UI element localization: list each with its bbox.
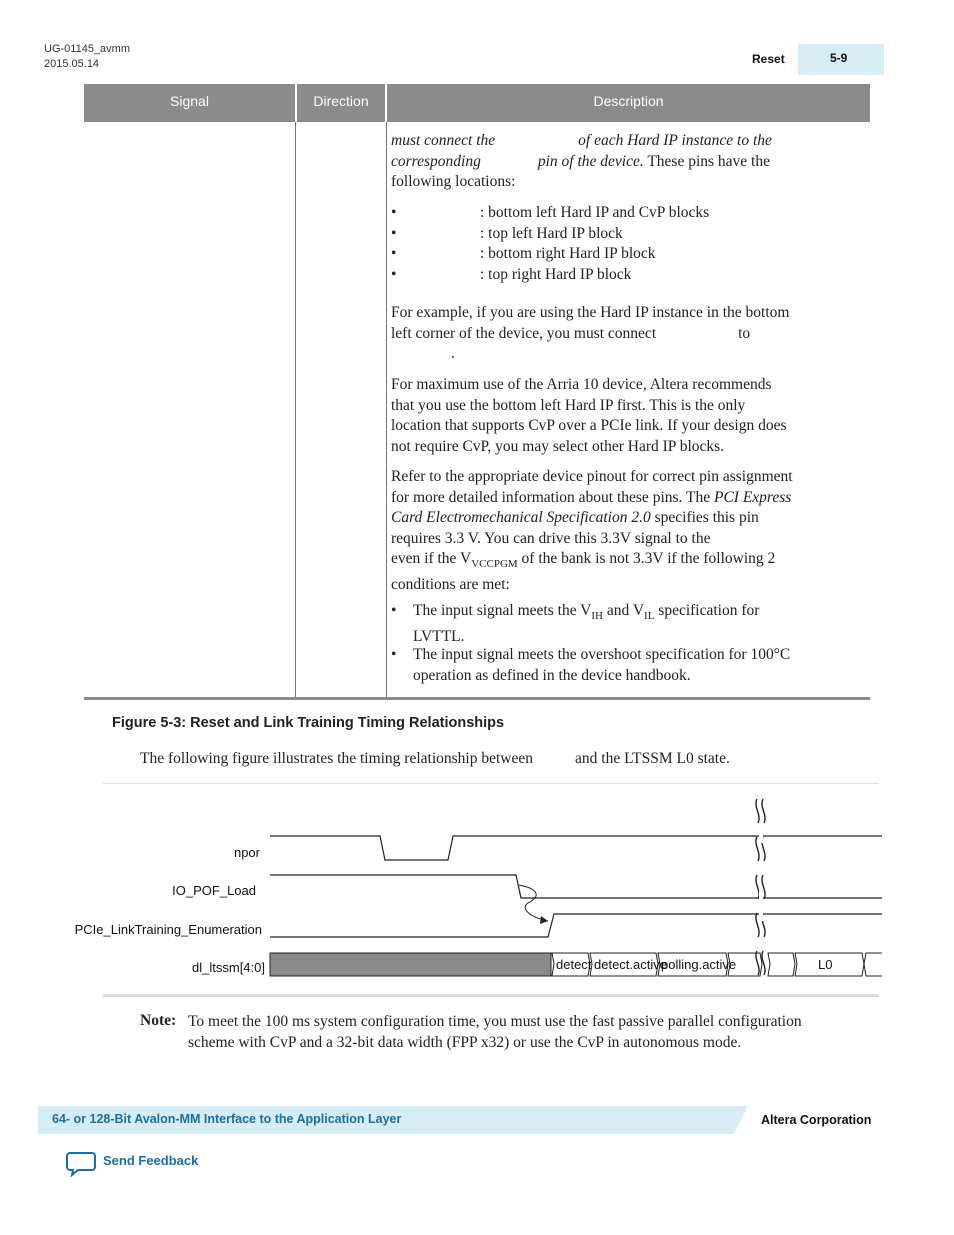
condition-bullet: • [391, 602, 397, 619]
figure-caption: Figure 5-3: Reset and Link Training Timing Relationships [112, 715, 505, 731]
causality-arrow [519, 885, 548, 921]
condition-2 [413, 645, 853, 686]
state-label-detect-active: detect.active [594, 957, 667, 972]
page-number: 5-9 [830, 51, 848, 65]
desc-text: The input signal meets the overshoot specification for 100°C [413, 646, 791, 663]
break-gap [759, 829, 763, 843]
desc-text: The input signal meets the V [413, 602, 592, 619]
col-direction: Direction [313, 93, 369, 109]
break-gap [759, 907, 763, 921]
state-label-detect: detect [556, 957, 592, 972]
table-bottom-rule [84, 697, 870, 700]
desc-para-3 [391, 375, 846, 457]
npor-waveform [270, 836, 882, 860]
state-label-l0: L0 [818, 957, 833, 972]
desc-text: LVTTL. [413, 627, 465, 645]
desc-subscript: IH [591, 610, 603, 623]
break-gap [759, 891, 763, 905]
signal-label-npor: npor [233, 845, 260, 860]
time-break-marks [756, 799, 765, 975]
col-description: Description [593, 93, 664, 109]
desc-text: to [738, 324, 751, 342]
desc-text: of the bank is not 3.3V if the following 2 [521, 550, 776, 568]
desc-text: PCI Express [713, 488, 792, 506]
intro-text: and the LTSSM L0 state. [575, 750, 730, 767]
note-label: Note: [140, 1012, 177, 1029]
col-signal: Signal [170, 93, 209, 109]
desc-text: not require CvP, you may select other Hard IP blocks. [391, 437, 725, 455]
desc-text: left corner of the device, you must connect [391, 324, 657, 342]
desc-subscript: VCCPGM [471, 558, 518, 571]
figure-bottom-rule [103, 994, 879, 997]
desc-text: specifies this pin [654, 509, 759, 527]
signal-label-io-pof-load: IO_POF_Load [172, 883, 256, 898]
condition-1 [413, 601, 853, 647]
ltssm-state-continuation [864, 953, 882, 976]
desc-text: . [451, 345, 455, 363]
desc-text: operation as defined in the device handbook. [413, 666, 691, 684]
desc-text: and V [606, 602, 645, 619]
desc-para-1 [391, 131, 846, 193]
desc-text: Card Electromechanical Specification 2.0 [391, 509, 651, 527]
linktraining-waveform [270, 914, 882, 937]
state-label-polling-active: polling.active [661, 957, 737, 972]
condition-bullet: • [391, 646, 397, 663]
desc-text: even if the V [391, 550, 472, 568]
footer-title: 64- or 128-Bit Avalon-MM Interface to the Application Layer [52, 1112, 402, 1126]
ltssm-state-unlabeled [768, 953, 795, 976]
desc-text: specification for [658, 602, 760, 619]
desc-text: corresponding [391, 152, 481, 170]
figure-intro [140, 750, 730, 768]
table-header [84, 84, 870, 122]
desc-text: For example, if you are using the Hard IP instance in the bottom [391, 304, 790, 321]
column-divider [386, 122, 387, 698]
doc-number: UG-01145_avmm [44, 43, 130, 55]
desc-text: that you use the bottom left Hard IP first. This is the only [391, 396, 746, 414]
doc-id [44, 42, 130, 72]
column-divider [295, 122, 296, 698]
desc-para-4 [391, 467, 861, 596]
timing-diagram [0, 785, 954, 993]
doc-date: 2015.05.14 [44, 58, 100, 70]
desc-text: conditions are met: [391, 576, 510, 594]
desc-text: following locations: [391, 173, 516, 191]
desc-subscript: IL [644, 610, 655, 623]
signal-label-linktraining: PCIe_LinkTraining_Enumeration [74, 922, 262, 937]
desc-text: For maximum use of the Arria 10 device, Altera recommends [391, 376, 772, 393]
desc-text: of each Hard IP instance to the [578, 132, 772, 149]
list-item: : bottom right Hard IP block [480, 245, 656, 263]
list-item: : top left Hard IP block [480, 224, 623, 242]
footer-corp: Altera Corporation [761, 1113, 872, 1127]
desc-text: location that supports CvP over a PCIe link. If your design does [391, 417, 787, 435]
desc-text: requires 3.3 V. You can drive this 3.3V signal to the [391, 529, 711, 547]
speech-bubble-icon[interactable] [66, 1151, 96, 1177]
signal-label-ltssm: dl_ltssm[4:0] [192, 960, 265, 975]
desc-text: must connect the [391, 132, 496, 149]
location-list [480, 203, 709, 285]
page-number-badge [798, 44, 884, 75]
location-bullets: • • • • [391, 204, 397, 283]
note-line: scheme with CvP and a 32-bit data width (FPP x32) or use the CvP in autonomous mode. [188, 1033, 742, 1051]
desc-text: for more detailed information about these pins. The [391, 488, 711, 506]
note-text [188, 1012, 878, 1053]
send-feedback-link[interactable]: Send Feedback [103, 1153, 199, 1168]
desc-text: Refer to the appropriate device pinout for correct pin assignment [391, 468, 793, 485]
intro-text: The following figure illustrates the timing relationship between [140, 750, 534, 767]
io-pof-load-waveform [270, 875, 882, 898]
ltssm-bus-undefined [270, 953, 551, 976]
section-title: Reset [752, 52, 785, 66]
figure-top-rule [103, 783, 879, 784]
desc-text: pin of the device. [537, 152, 644, 170]
desc-para-2 [391, 303, 846, 365]
list-item: : bottom left Hard IP and CvP blocks [480, 204, 710, 221]
arrowhead [540, 916, 548, 924]
list-item: : top right Hard IP block [480, 265, 632, 283]
desc-text: These pins have the [647, 152, 770, 170]
note-line: To meet the 100 ms system configuration time, you must use the fast passive parallel configuration [188, 1013, 802, 1030]
